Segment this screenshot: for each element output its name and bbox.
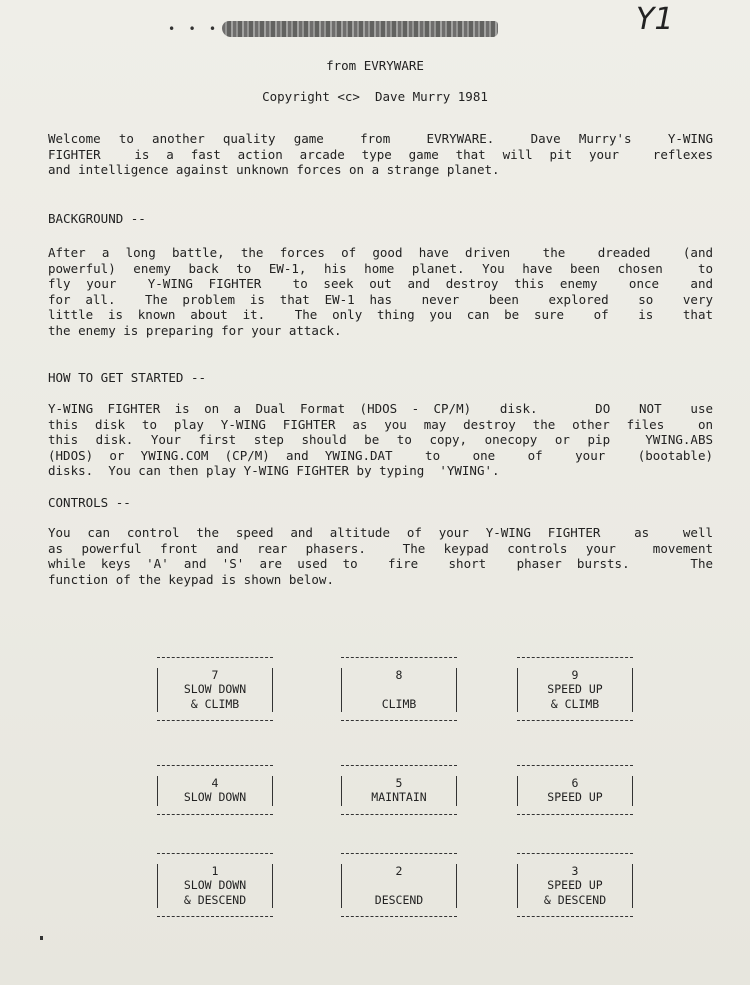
stamp-dots: • • • — [168, 22, 220, 36]
key-number: 9 — [571, 668, 579, 682]
key-label: SPEED UP — [547, 790, 603, 804]
text-line: this disk. Your first step should be to copy, onecopy or pip YWING.ABS — [48, 432, 713, 447]
keypad-key-2 — [341, 853, 457, 917]
text-line: After a long battle, the forces of good have driven the dreaded (and — [48, 245, 713, 260]
text-line: while keys 'A' and 'S' are used to fire short phaser bursts. The — [48, 556, 713, 571]
key-label: DESCEND — [374, 893, 424, 907]
text-line: fly your Y-WING FIGHTER to seek out and destroy this enemy once and — [48, 276, 713, 291]
background-paragraph — [48, 245, 713, 338]
text-line: the enemy is preparing for your attack. — [48, 322, 342, 338]
key-number: 7 — [211, 668, 219, 682]
getting-started-paragraph — [48, 401, 713, 479]
key-label: SLOW DOWN & CLIMB — [183, 682, 247, 711]
from-line: from EVRYWARE — [326, 58, 424, 73]
text-line: powerful) enemy back to EW-1, his home planet. You have been chosen to — [48, 260, 713, 276]
key-label: SPEED UP & DESCEND — [543, 878, 607, 907]
key-label: SLOW DOWN & DESCEND — [183, 878, 247, 907]
keypad-key-4 — [157, 765, 273, 815]
key-label: SLOW DOWN — [183, 790, 247, 804]
corner-handwritten-mark: Y1 — [636, 2, 674, 37]
text-line: (HDOS) or YWING.COM (CP/M) and YWING.DAT to one of your (bootable) — [48, 447, 713, 463]
text-line: disks. You can then play Y-WING FIGHTER by typing 'YWING'. — [48, 463, 500, 478]
getting-started-heading: HOW TO GET STARTED -- — [48, 370, 207, 385]
key-label: CLIMB — [381, 697, 417, 711]
text-line: for all. The problem is that EW-1 has never been explored so very — [48, 291, 713, 307]
key-number: 6 — [571, 776, 579, 790]
key-number: 3 — [571, 864, 579, 878]
controls-paragraph — [48, 525, 713, 587]
key-label: MAINTAIN — [371, 790, 427, 804]
keypad-key-9 — [517, 657, 633, 721]
text-line: function of the keypad is shown below. — [48, 571, 334, 587]
text-line: Welcome to another quality game from EVRYWARE. Dave Murry's Y-WING — [48, 131, 713, 146]
punch-mark — [40, 936, 43, 940]
copyright-line: Copyright <c> Dave Murry 1981 — [262, 89, 488, 104]
key-number: 4 — [211, 776, 219, 790]
key-number: 1 — [211, 864, 219, 878]
background-heading: BACKGROUND -- — [48, 211, 146, 226]
stamp-logo — [222, 21, 498, 37]
key-number: 2 — [395, 864, 403, 878]
keypad-key-7 — [157, 657, 273, 721]
text-line: this disk to play Y-WING FIGHTER as you may destroy the other files on — [48, 416, 713, 432]
title-stamp — [168, 18, 500, 44]
keypad-key-6 — [517, 765, 633, 815]
key-label: SPEED UP & CLIMB — [547, 682, 603, 711]
text-line: little is known about it. The only thing you can be sure of is that — [48, 307, 713, 322]
text-line: as powerful front and rear phasers. The keypad controls your movement — [48, 540, 713, 556]
keypad-key-5 — [341, 765, 457, 815]
keypad-key-1 — [157, 853, 273, 917]
key-number: 5 — [395, 776, 403, 790]
text-line: You can control the speed and altitude of your Y-WING FIGHTER as well — [48, 525, 713, 540]
keypad-key-8 — [341, 657, 457, 721]
controls-heading: CONTROLS -- — [48, 495, 131, 510]
text-line: FIGHTER is a fast action arcade type game that will pit your reflexes — [48, 146, 713, 162]
text-line: Y-WING FIGHTER is on a Dual Format (HDOS - CP/M) disk. DO NOT use — [48, 401, 713, 416]
key-number: 8 — [395, 668, 403, 682]
text-line: and intelligence against unknown forces on a strange planet. — [48, 162, 500, 177]
keypad-key-3 — [517, 853, 633, 917]
intro-paragraph — [48, 131, 713, 178]
